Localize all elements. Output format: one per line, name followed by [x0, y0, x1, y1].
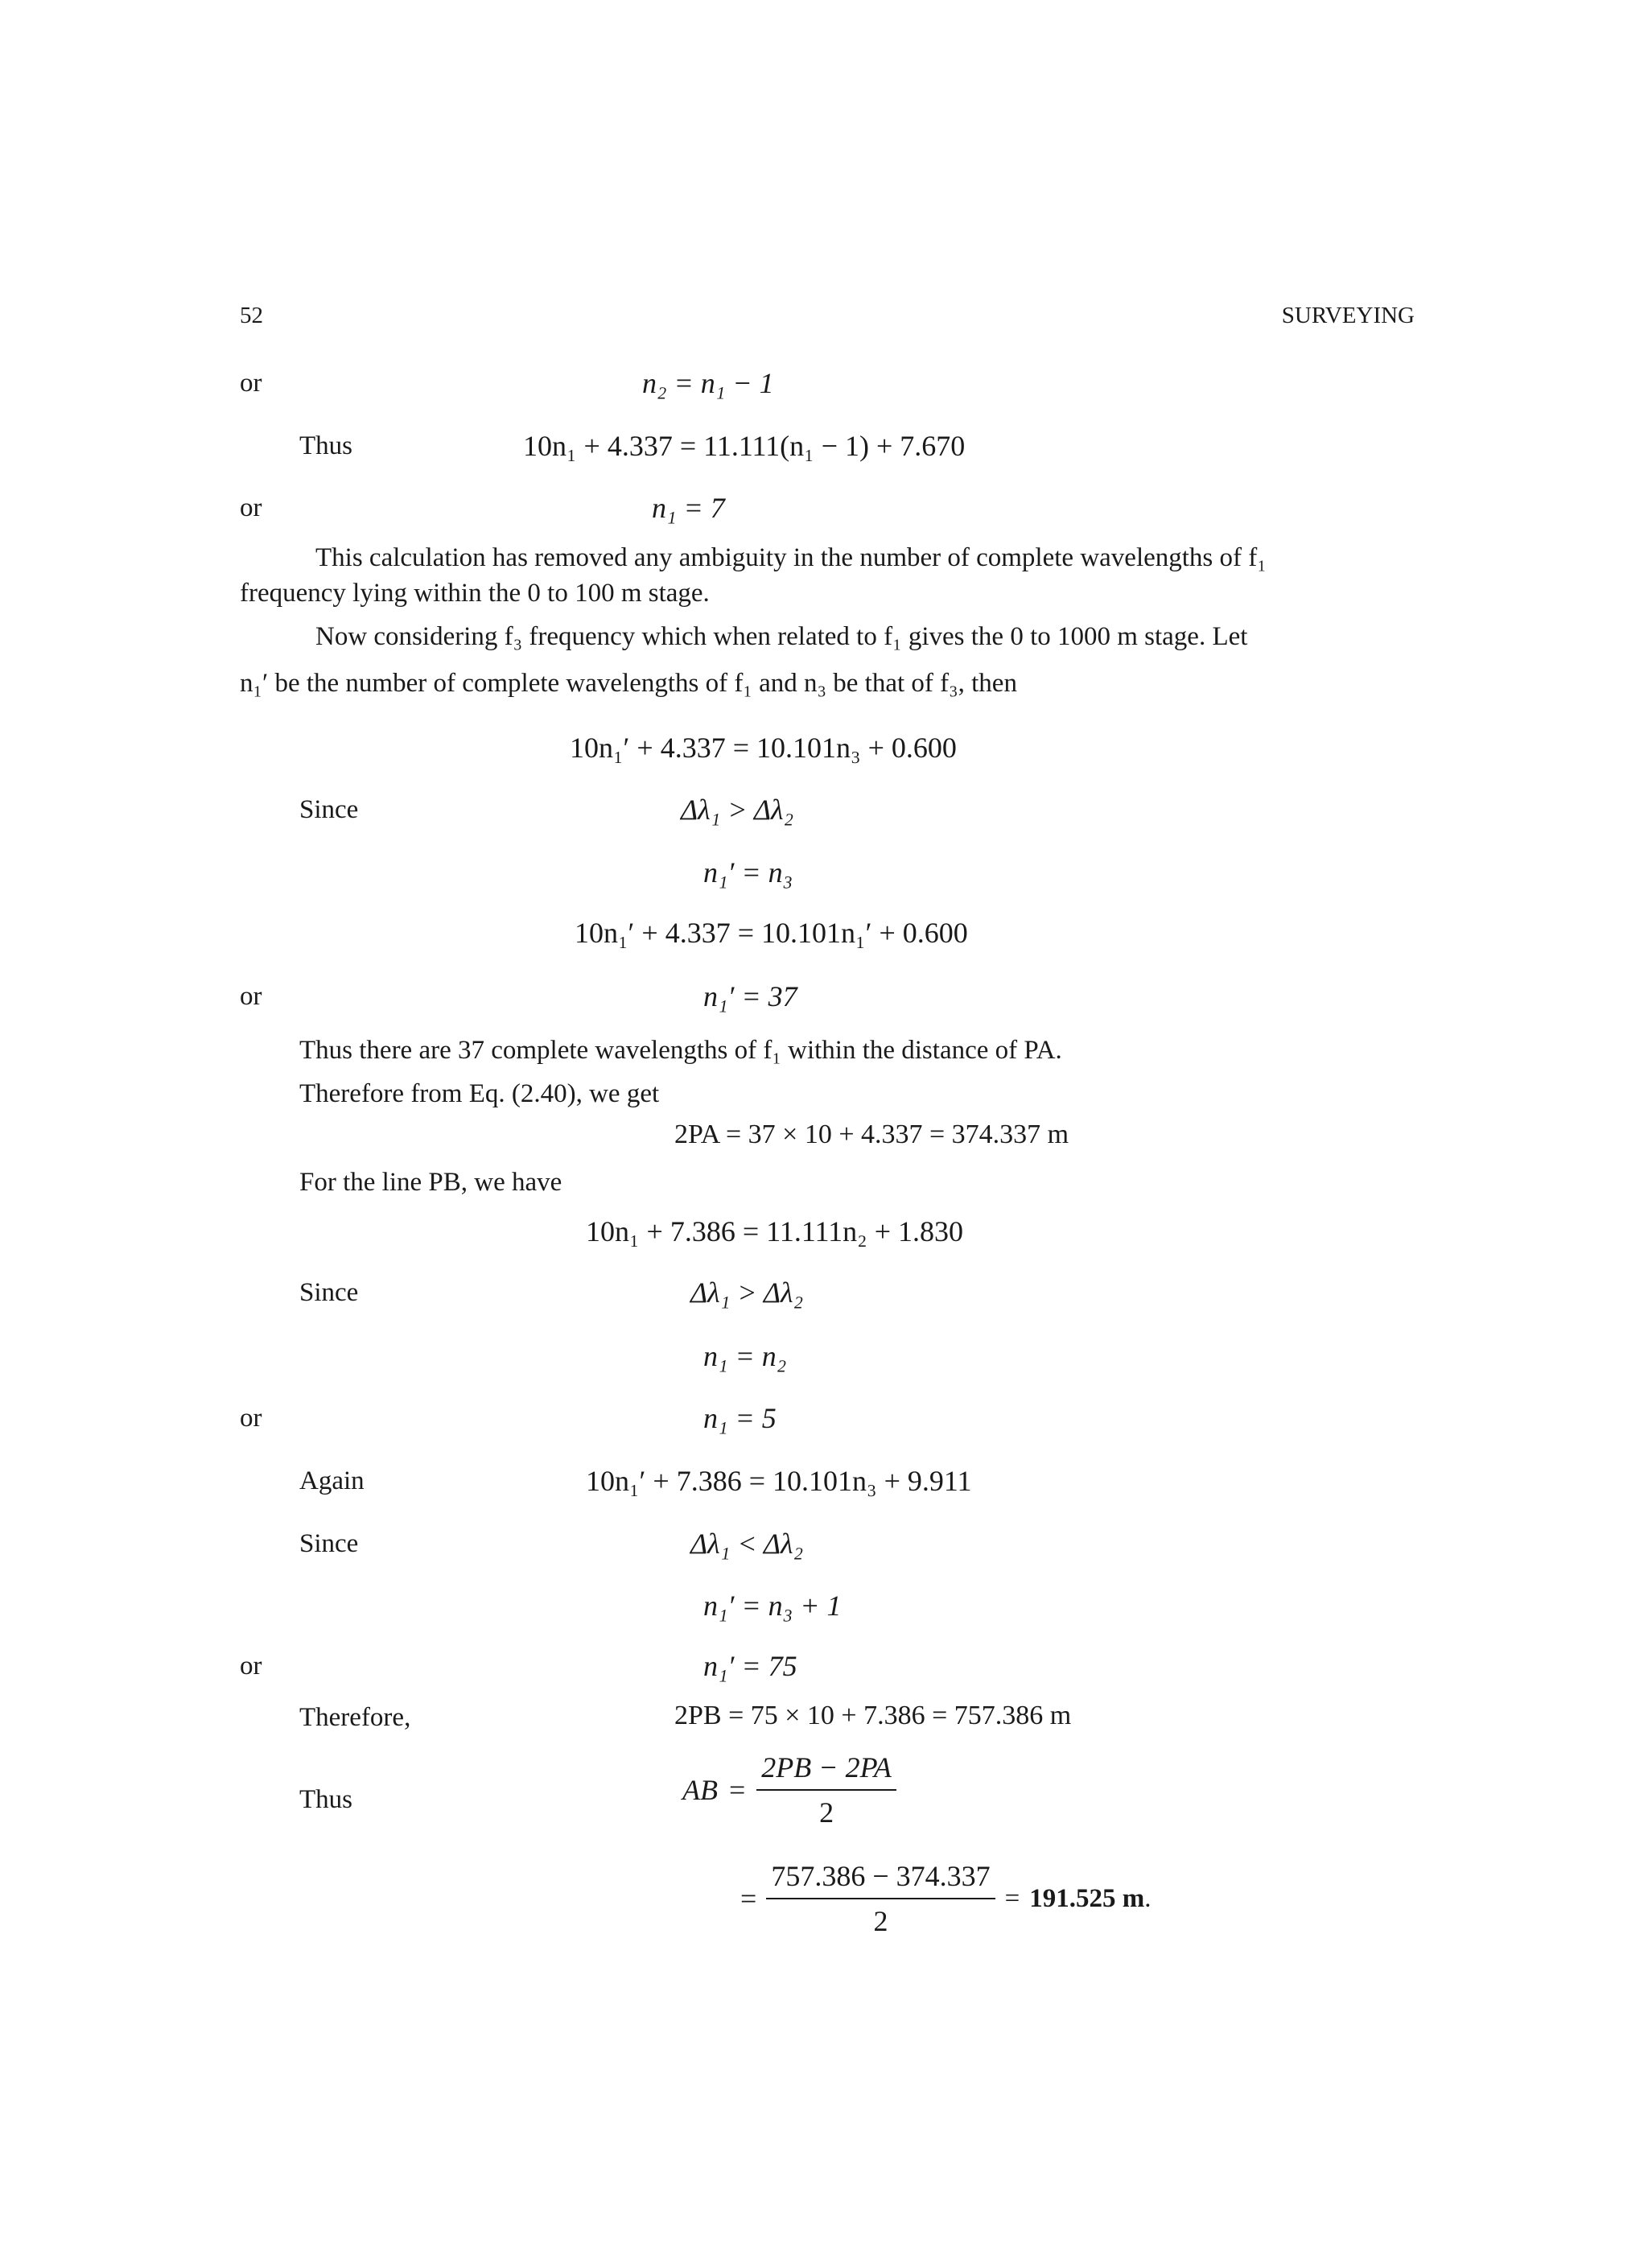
result-denominator: 2	[873, 1905, 888, 1937]
equation-n1p-n3-1: n₁′ = n₃ + 1	[703, 1590, 842, 1622]
label-or-2: or	[240, 493, 262, 522]
para-3: Thus there are 37 complete wavelengths of f₁ within the distance of PA.	[299, 1036, 1062, 1065]
para-4: Therefore from Eq. (2.40), we get	[299, 1079, 660, 1108]
equation-2pb: 2PB = 75 × 10 + 7.386 = 757.386 m	[674, 1701, 1072, 1730]
ab-numerator: 2PB − 2PA	[756, 1750, 896, 1791]
equation-thus-1: 10n₁ + 4.337 = 11.111(n₁ − 1) + 7.670	[523, 430, 966, 462]
equation-delta-3: Δλ₁ < Δλ₂	[690, 1528, 804, 1560]
equation-4: 10n₁′ + 4.337 = 10.101n₃ + 0.600	[570, 732, 957, 764]
equation-n2: n₂ = n₁ − 1	[642, 367, 774, 399]
ab-denominator: 2	[819, 1796, 834, 1829]
equation-2pa: 2PA = 37 × 10 + 4.337 = 374.337 m	[674, 1120, 1069, 1149]
label-since-2: Since	[299, 1278, 359, 1307]
equation-result	[740, 1859, 1152, 1938]
ab-fraction	[756, 1750, 896, 1829]
equation-delta-1: Δλ₁ > Δλ₂	[681, 794, 794, 826]
result-equals-2: =	[1004, 1883, 1020, 1913]
label-thus-1: Thus	[299, 431, 352, 460]
label-or-5: or	[240, 1652, 262, 1680]
equation-7: 10n₁′ + 4.337 = 10.101n₁′ + 0.600	[575, 917, 968, 949]
para-2-line-1: Now considering f₃ frequency which when related to f₁ gives the 0 to 1000 m stage. Let	[315, 622, 1248, 651]
equation-delta-2: Δλ₁ > Δλ₂	[690, 1276, 804, 1309]
equation-n1-5: n₁ = 5	[703, 1402, 777, 1434]
label-or-3: or	[240, 982, 262, 1011]
result-value: 191.525 m	[1029, 1883, 1145, 1913]
label-again: Again	[299, 1466, 365, 1495]
equation-14: 10n₁′ + 7.386 = 10.101n₃ + 9.911	[586, 1465, 972, 1497]
para-1-line-1: This calculation has removed any ambiguity in the number of complete wavelengths of f₁	[315, 543, 1267, 572]
page-number: 52	[240, 303, 263, 328]
label-since-3: Since	[299, 1529, 359, 1558]
label-therefore: Therefore,	[299, 1703, 411, 1732]
result-fraction	[766, 1859, 995, 1938]
result-equals: =	[740, 1882, 757, 1915]
para-1-line-2: frequency lying within the 0 to 100 m stage.	[240, 579, 710, 608]
result-period: .	[1144, 1883, 1152, 1913]
ab-lhs: AB	[682, 1774, 718, 1806]
equation-n1p-n3: n₁′ = n₃	[703, 856, 793, 889]
result-numerator: 757.386 − 374.337	[766, 1859, 995, 1899]
ab-equals: =	[728, 1774, 746, 1806]
equation-n1p-37: n₁′ = 37	[703, 980, 797, 1012]
label-or-4: or	[240, 1404, 262, 1433]
para-5: For the line PB, we have	[299, 1168, 562, 1197]
running-title: SURVEYING	[1281, 303, 1415, 328]
equation-ab	[682, 1750, 896, 1829]
equation-10: 10n₁ + 7.386 = 11.111n₂ + 1.830	[586, 1215, 964, 1247]
equation-n1-7: n₁ = 7	[652, 492, 725, 524]
label-or-1: or	[240, 369, 262, 398]
equation-n1-n2: n₁ = n₂	[703, 1340, 787, 1372]
label-thus-2: Thus	[299, 1785, 352, 1814]
equation-n1p-75: n₁′ = 75	[703, 1650, 797, 1682]
para-2-line-2: n₁′ be the number of complete wavelengths of f₁ and n₃ be that of f₃, then	[240, 669, 1017, 698]
label-since-1: Since	[299, 795, 359, 824]
